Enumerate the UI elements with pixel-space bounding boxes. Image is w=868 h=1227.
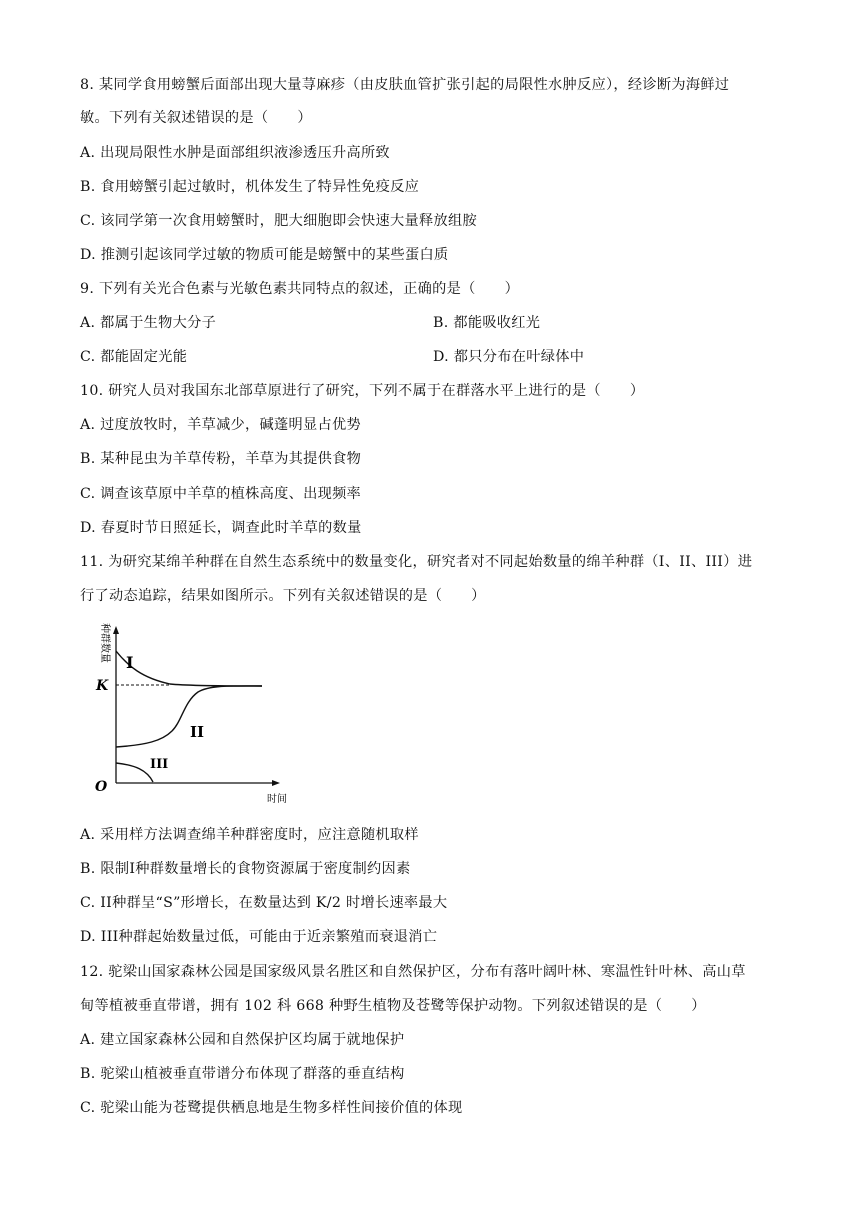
q10-option-b: B. 某种昆虫为羊草传粉，羊草为其提供食物 [80,451,362,467]
q11-option-d: D. III种群起始数量过低，可能由于近亲繁殖而衰退消亡 [80,929,438,945]
curve-ii [116,686,262,747]
curve-iii [116,763,153,782]
origin-label: O [95,779,108,795]
curve-ii-label: II [190,723,205,741]
q8-option-a: A. 出现局限性水肿是面部组织液渗透压升高所致 [80,145,390,161]
q9-option-d: D. 都只分布在叶绿体中 [433,349,585,365]
curve-i [116,651,262,686]
q8-option-c: C. 该同学第一次食用螃蟹时，肥大细胞即会快速大量释放组胺 [80,213,477,229]
k-label: K [96,678,109,694]
q10-option-a: A. 过度放牧时，羊草减少，碱蓬明显占优势 [80,417,361,433]
q10-option-c: C. 调查该草原中羊草的植株高度、出现频率 [80,486,362,502]
q12-stem-line1: 12. 驼梁山国家森林公园是国家级风景名胜区和自然保护区，分布有落叶阔叶林、寒温性针叶林、高山草 [80,964,746,980]
q10-option-d: D. 春夏时节日照延长，调查此时羊草的数量 [80,520,362,536]
q8-stem-line1: 8. 某同学食用螃蟹后面部出现大量荨麻疹（由皮肤血管扩张引起的局限性水肿反应），经诊断为海鲜过 [80,77,730,93]
q9-option-c: C. 都能固定光能 [80,349,188,365]
x-axis-arrow [272,780,280,786]
x-axis-label: 时间 [267,794,287,805]
q12-stem-line2: 甸等植被垂直带谱，拥有 102 科 668 种野生植物及苍鹭等保护动物。下列叙述错误的是（ ） [80,998,706,1014]
q12-option-a: A. 建立国家森林公园和自然保护区均属于就地保护 [80,1032,405,1048]
q9-option-a: A. 都属于生物大分子 [80,315,217,331]
curve-i-label: I [126,653,134,672]
curve-iii-label: III [150,757,169,772]
q9-option-b: B. 都能吸收红光 [433,315,541,331]
q11-option-a: A. 采用样方法调查绵羊种群密度时，应注意随机取样 [80,827,419,843]
q12-option-c: C. 驼梁山能为苍鹭提供栖息地是生物多样性间接价值的体现 [80,1100,463,1116]
q11-stem-line2: 行了动态追踪，结果如图所示。下列有关叙述错误的是（ ） [80,588,486,604]
q9-stem: 9. 下列有关光合色素与光敏色素共同特点的叙述，正确的是（ ） [80,281,520,297]
y-axis-label: 种群数量 [99,623,110,663]
q8-option-b: B. 食用螃蟹引起过敏时，机体发生了特异性免疫反应 [80,179,420,195]
q10-stem: 10. 研究人员对我国东北部草原进行了研究，下列不属于在群落水平上进行的是（ ） [80,383,645,399]
q8-stem-line2: 敏。下列有关叙述错误的是（ ） [80,110,312,126]
q11-option-c: C. II种群呈“S”形增长，在数量达到 K/2 时增长速率最大 [80,895,448,911]
q11-option-b: B. 限制I种群数量增长的食物资源属于密度制约因素 [80,861,411,877]
q12-option-b: B. 驼梁山植被垂直带谱分布体现了群落的垂直结构 [80,1066,405,1082]
population-graph [90,618,300,808]
q11-stem-line1: 11. 为研究某绵羊种群在自然生态系统中的数量变化，研究者对不同起始数量的绵羊种群（I、II、III）进 [80,554,753,570]
y-axis-arrow [113,626,119,634]
q8-option-d: D. 推测引起该同学过敏的物质可能是螃蟹中的某些蛋白质 [80,247,449,263]
